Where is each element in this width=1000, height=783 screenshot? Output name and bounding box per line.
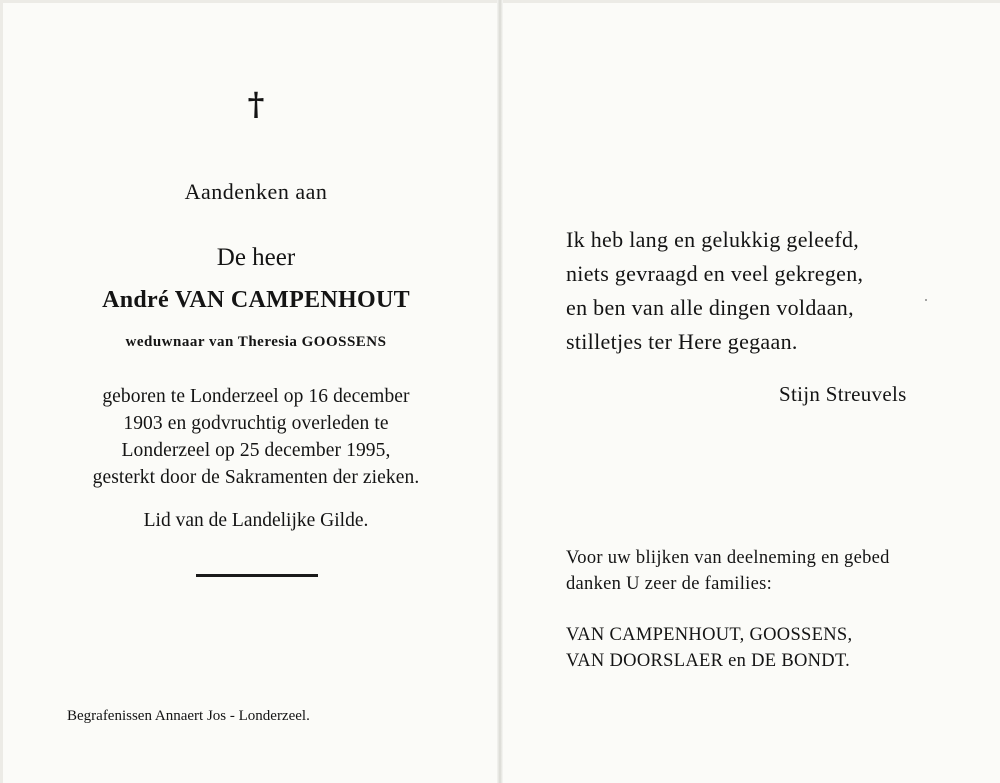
family-line: VAN CAMPENHOUT, GOOSSENS, (566, 625, 853, 645)
thanks-text (566, 545, 890, 597)
poem (566, 223, 863, 359)
divider-line (196, 574, 318, 577)
paper-speck (925, 299, 927, 301)
biography-line: gesterkt door de Sakramenten der zieken. (92, 467, 420, 488)
poem-line: niets gevraagd en veel gekregen, (566, 261, 864, 286)
poem-line: Ik heb lang en gelukkig geleefd, (566, 227, 860, 252)
thanks-line: Voor uw blijken van deelneming en gebed (566, 548, 890, 568)
family-names (566, 622, 852, 674)
biography (0, 383, 512, 491)
funeral-home-text: Begrafenissen Annaert Jos - Londerzeel. (67, 708, 310, 724)
intro-text: Aandenken aan (184, 179, 328, 204)
poem-line: en ben van alle dingen voldaan, (566, 295, 854, 320)
relation-text: weduwnaar van Theresia GOOSSENS (125, 334, 387, 350)
poem-line: stilletjes ter Here gegaan. (566, 329, 798, 354)
deceased-name: André VAN CAMPENHOUT (102, 287, 410, 313)
left-panel (0, 0, 497, 783)
biography-line: geboren te Londerzeel op 16 december (102, 386, 410, 407)
membership-text: Lid van de Landelijke Gilde. (143, 510, 369, 531)
cross-icon: † (247, 85, 265, 123)
salutation: De heer (216, 244, 296, 271)
right-panel (503, 0, 1000, 783)
biography-line: 1903 en godvruchtig overleden te (123, 413, 389, 434)
thanks-line: danken U zeer de families: (566, 574, 773, 594)
poem-author: Stijn Streuvels (779, 382, 907, 406)
family-line: VAN DOORSLAER en DE BONDT. (566, 651, 851, 671)
biography-line: Londerzeel op 25 december 1995, (121, 440, 391, 461)
